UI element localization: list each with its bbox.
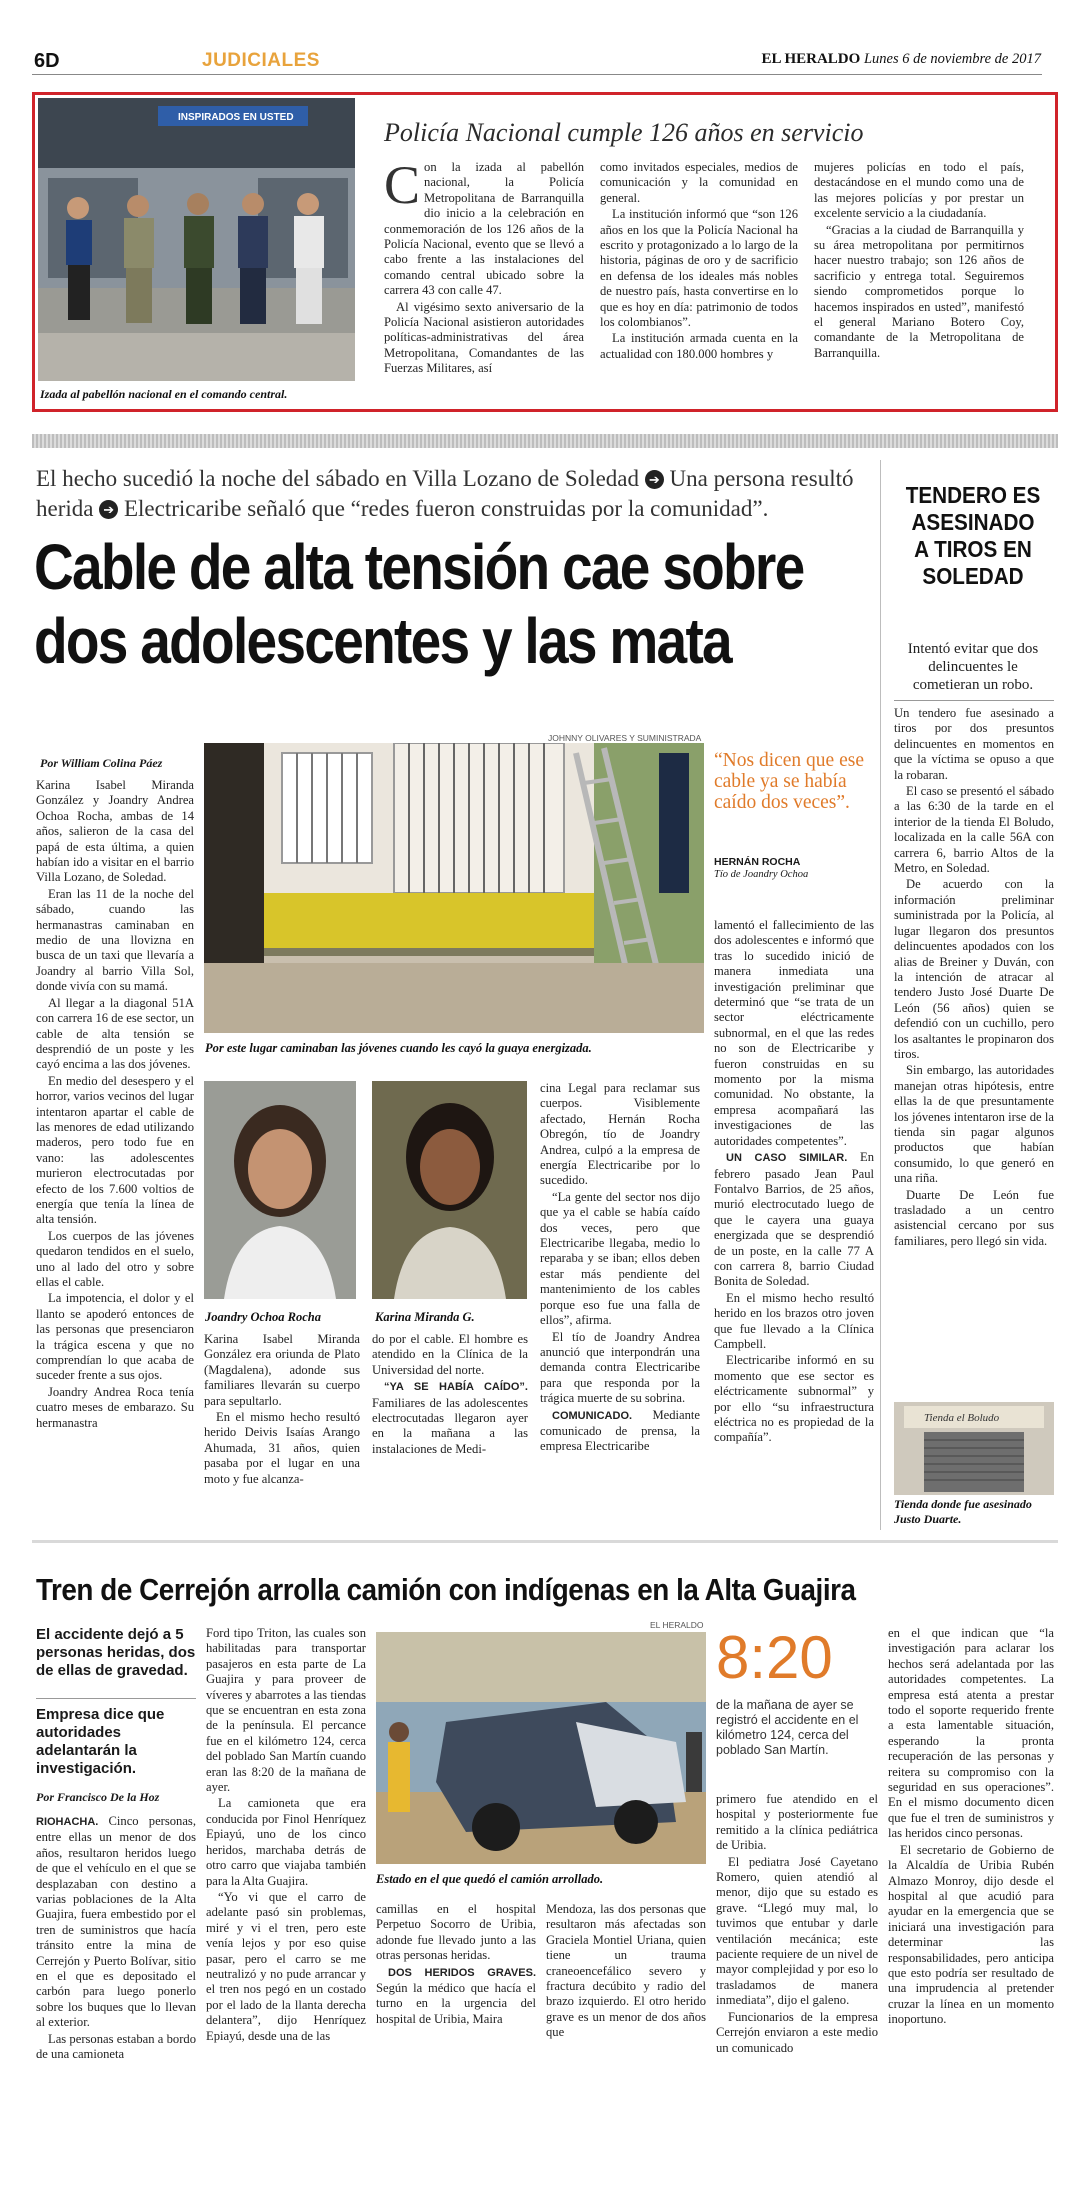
train-col-2-text-c: “Yo vi que el carro de adelante pasó sin problemas, miré y vi el tren, pero este venía lejos y por eso quise pasar, pero el carro se me neutralizó y no pude arrancar y el tren nos pegó en un costado por el lado de la llanta derecha delantera”, dijo Henríquez Epiayú, desde una de las: [206, 1889, 366, 2043]
cable-col-2: [204, 1332, 360, 1522]
police-col-2-text-b: La institución informó que “son 126 años en los que la Policía Nacional ha escrito y protagonizado a lo largo de la historia, páginas de oro y de sacrificio en defensa de los ideales más nobles de nuestro país, hasta convertirse en lo que es hoy en día: patrimonio de todos los colombianos”.: [600, 207, 798, 330]
cable-col-4: [540, 1081, 700, 1521]
truck-illustration: [376, 1632, 706, 1864]
cable-col-4-text: cina Legal para reclamar sus cuerpos. Visiblemente afectado, Hernán Rocha Obregón, tío de Joandry Andrea, culpó a la empresa de energía Electricaribe por lo sucedido.: [540, 1081, 700, 1188]
cable-col-1: [36, 778, 194, 1520]
cable-col-5-text-b: En febrero pasado Jean Paul Fontalvo Barrios, de 25 años, murió electrocutado luego de que le cayera una guaya energizada que se desprendió de un poste, en la calle 77 A con carrera 8, barrio Ciudad Bonita de Soledad.: [714, 1150, 874, 1289]
train-col-6-text: en el que indican que “la investigación para aclarar los hechos será adelantada por las autoridades competentes. La empresa está atenta a prestar todo el soporte requerido frente a esta lamentable situación, esperando la pronta recuperación de las personas y reitera su compromiso con la seguridad en sus operaciones”. En el mismo documento dicen que fue el tren de suministros y las heridos cinco personas.: [888, 1626, 1054, 1841]
train-col-1-text: Cinco personas, entre ellas un menor de dos años, resultaron heridos luego de que el vehículo en el que se desplazaban con destino a varias poblaciones de la Alta Guajira, fuera embestido por el tren de suministros que hacía tránsito entre la mina de Cerrejón y Puerto Bolívar, sitio en el que es depositado el carbón para luego ponerlo sobre los buques que lo llevan al exterior.: [36, 1814, 196, 2030]
train-col-1-text-b: Las personas estaban a bordo de una camioneta: [36, 2031, 196, 2062]
train-col-4: [546, 1902, 706, 2152]
cable-col-3-text: do por el cable. El hombre es atendido en la Clínica de la Universidad del norte.: [372, 1332, 528, 1377]
arrow-icon: ➔: [645, 470, 664, 489]
store-photo: [894, 1402, 1054, 1495]
train-col-3: [376, 1902, 536, 2152]
police-col-1-text-b: Al vigésimo sexto aniversario de la Policía Nacional asistieron autoridades políticas-administrativas del área Metropolitana, Comandantes de las Fuerzas Militares, así: [384, 299, 584, 376]
cable-col-4-text-b: “La gente del sector nos dijo que ya el cable se había caído dos veces, pero que Electricaribe llegaba, medio lo reparaba y se iban; ellos deben estar más pendiente del mantenimiento de los cables porque eso fue una falla de ellos”, afirma.: [540, 1189, 700, 1328]
cable-headline: [34, 530, 804, 678]
caption-karina: Karina Miranda G.: [375, 1310, 475, 1324]
train-byline: Por Francisco De la Hoz: [36, 1790, 160, 1804]
portrait-joandry: [204, 1081, 356, 1299]
cable-col-3-text-b: Familiares de las adolescentes electrocutadas llegaron ayer en la mañana a las instalaciones de Medi-: [372, 1395, 528, 1456]
paper-name: EL HERALDO: [761, 51, 861, 67]
truck-photo-credit: EL HERALDO: [650, 1620, 704, 1630]
cable-photo-credit: JOHNNY OLIVARES Y SUMINISTRADA: [548, 733, 702, 743]
pull-quote-role: Tío de Joandry Ochoa: [714, 869, 809, 880]
police-headline: Policía Nacional cumple 126 años en servicio: [384, 118, 864, 147]
store-caption: Tienda donde fue asesinado Justo Duarte.: [894, 1497, 1032, 1526]
section-label: JUDICIALES: [202, 50, 320, 71]
store-illustration: [894, 1402, 1054, 1495]
train-col-5-text-b: El pediatra José Cayetano Romero, quien atendió al menor, dijo que su estado es grave. “Llegó muy mal, lo tuvimos que entubar y darle ventilación mecánica; este paciente requiere de un nivel de mayor complejidad y por eso lo trasladamos de manera inmediata”, dijo el galeno.: [716, 1854, 878, 2008]
cable-col-4-text-c: El tío de Joandry Andrea anunció que interpondrán una demanda contra Electricaribe para que responda por la trágica muerte de su sobrina.: [540, 1329, 700, 1406]
police-col-1-text: on la izada al pabellón nacional, la Policía Metropolitana de Barranquilla dio inicio a la celebración en conmemoración de los 126 años de la Policía Nacional, evento que se llevó a cabo frente a las instalaciones del comando central ubicado sobre la carrera 43 con calle 47.: [384, 160, 584, 298]
summary-rule: [36, 1698, 196, 1699]
pull-quote: “Nos dicen que ese cable ya se había caído dos veces”.: [714, 750, 864, 813]
train-col-6-text-b: El secretario de Gobierno de la Alcaldía de Uribia Rubén Almazo Monroy, dijo desde el hospital al que acudió para ayudar en la emergencia que se iniciará una investigación para determinar las responsabilidades, pero anticipa que esto podría ser resultado de una imprudencia al pretender cruzar la línea en un momento inoportuno.: [888, 1842, 1054, 2027]
cable-col-3: [372, 1332, 528, 1522]
issue-date: Lunes 6 de noviembre de 2017: [863, 51, 1041, 67]
train-col-5: [716, 1792, 878, 2152]
cable-col-1-text-g: Joandry Andrea Roca tenía cuatro meses de embarazo. Su hermanastra: [36, 1384, 194, 1430]
masthead: [762, 51, 1041, 68]
headline-line-1: Cable de alta tensión cae sobre: [34, 531, 804, 603]
caption-joandry: Joandry Ochoa Rocha: [205, 1310, 321, 1324]
sidebar-headline: TENDERO ES ASESINADO A TIROS EN SOLEDAD: [905, 482, 1041, 589]
train-col-4-text: Mendoza, las dos personas que resultaron más afectadas son Graciela Montiel Uriana, quien tiene un trauma craneoencefálico severo y fractura decúbito y radio del brazo izquierdo. El otro herido grave es un menor de dos años que: [546, 1902, 706, 2040]
train-col-5-text: primero fue atendido en el hospital y posteriormente fue remitido a la clínica pediátrica de Uribia.: [716, 1792, 878, 1853]
kicker-part-4: Electricaribe señaló que “redes fueron construidas por la comunidad”.: [123, 496, 769, 521]
cable-col-1-text-d: En medio del desespero y el horror, varios vecinos del lugar intentaron apartar el cable de las menores de edad utilizando maderos, pero todo fue en vano: las adolescentes murieron electrocutadas por efecto de los 7.600 voltios de energía que tenía la línea de alta tensión.: [36, 1073, 194, 1227]
police-col-1: [384, 160, 584, 390]
cable-col-5-text-d: Electricaribe informó en su momento que ese sector es eléctricamente subnormal” y por ello “su infraestructura eléctrica no es propiedad de la compañía”.: [714, 1353, 874, 1445]
header-rule: [32, 74, 1042, 75]
subhead-dos-heridos: DOS HERIDOS GRAVES.: [388, 1966, 536, 1979]
kicker-part-3: resultó herida: [36, 466, 854, 521]
cable-col-2-text: Karina Isabel Miranda González era oriunda de Plato (Magdalena), adonde sus familiares llevarán su cuerpo para sepultarlo.: [204, 1332, 360, 1408]
sidebar-deck: Intentó evitar que dos delincuentes le cometieran un robo.: [907, 641, 1039, 693]
subhead-ya-se-habia-caido: “YA SE HABÍA CAÍDO”.: [384, 1381, 528, 1394]
cable-col-1-text-f: La impotencia, el dolor y el llanto se apoderó entonces de las personas que presenciaron la trágica escena y que no comprendían lo que acaba de suceder frente a sus ojos.: [36, 1291, 194, 1383]
train-summary-2: Empresa dice que autoridades adelantarán la investigación.: [36, 1706, 165, 1777]
train-col-6: [888, 1626, 1054, 2152]
cable-col-5: [714, 918, 874, 1522]
train-col-1: [36, 1814, 196, 2154]
police-col-3: [814, 160, 1024, 390]
cable-col-4-text-d: Mediante comunicado de prensa, la empresa Electricaribe: [540, 1407, 700, 1454]
arrow-icon: ➔: [99, 500, 118, 519]
headline-line-2: dos adolescentes y las mata: [34, 605, 731, 677]
dropcap: C: [384, 160, 421, 215]
page-number: 6D: [34, 50, 60, 72]
dateline-riohacha: RIOHACHA.: [36, 1816, 99, 1828]
police-col-2-text: como invitados especiales, medios de comunicación y la comunidad en general.: [600, 160, 798, 205]
police-ceremony-photo: [38, 98, 355, 381]
pull-quote-name: HERNÁN ROCHA: [714, 856, 801, 868]
cable-col-1-text-c: Al llegar a la diagonal 51A con carrera 16 de ese sector, un cable de alta tensión se desprendió de un poste y les cayó encima a las dos jóvenes.: [36, 995, 194, 1072]
sidebar-text-4: Sin embargo, las autoridades manejan otras hipótesis, entre ellas la de que presuntamente los jóvenes intentaron irse de la tienda sin pagar algunos productos que habían consumido, lo que generó en una riña.: [894, 1063, 1054, 1186]
scene-photo-caption: Por este lugar caminaban las jóvenes cuando les cayó la guaya energizada.: [205, 1041, 592, 1055]
subhead-comunicado: COMUNICADO.: [552, 1409, 633, 1422]
cable-col-1-text-b: Eran las 11 de la noche del sábado, cuando las hermanastras caminaban en medio de una llovizna en busca de un taxi que llevaría a Joandry al barrio Villa Sol, donde vivía con su mamá.: [36, 886, 194, 994]
section-divider: [32, 434, 1058, 448]
truck-photo: [376, 1632, 706, 1864]
train-col-3-text: camillas en el hospital Perpetuo Socorro de Uribia, adonde fue llevado junto a las otras personas heridas.: [376, 1902, 536, 1963]
subhead-caso-similar: UN CASO SIMILAR.: [726, 1152, 848, 1165]
photo-banner-text: INSPIRADOS EN USTED: [178, 112, 294, 123]
police-col-2: [600, 160, 798, 390]
time-description: de la mañana de ayer se registró el accidente en el kilómetro 124, cerca del poblado San Martín.: [716, 1698, 859, 1757]
cable-col-1-text: Karina Isabel Miranda González y Joandry Andrea Ochoa Rocha, ambas de 14 años, salieron de la casa del papá de esta última, a quien habían ido a visitar en el barrio Villa Lozano, de Soledad.: [36, 778, 194, 885]
portrait-karina-illustration: [372, 1081, 527, 1299]
sidebar-text-3: De acuerdo con la información preliminar suministrada por la Policía, al lugar llegaron dos presuntos delincuentes apodados con los alias de Breiner y Duván, con la intención de atracar al tendero Justo José Duarte De León (56 años) quien se defendió con un cuchillo, pero los asaltantes le propinaron dos tiros.: [894, 877, 1054, 1061]
sidebar-text-5: Duarte De León fue trasladado a un centro asistencial cercano por sus familiares, pero llegó sin vida.: [894, 1187, 1054, 1248]
story3-top-rule: [32, 1540, 1058, 1543]
cable-byline: Por William Colina Páez: [40, 756, 163, 770]
train-headline: Tren de Cerrejón arrolla camión con indígenas en la Alta Guajira: [36, 1572, 856, 1607]
sidebar-body: [894, 706, 1054, 1404]
sidebar-rule: [894, 700, 1054, 701]
truck-photo-caption: Estado en el que quedó el camión arrollado.: [376, 1872, 604, 1886]
police-col-3-text-b: “Gracias a la ciudad de Barranquilla y su área metropolitana por permitirnos hacer nuestro trabajo; son 126 años de sacrificio y entrega total. Seguiremos siendo comprometidos porque lo hacemos inspirados en usted”, manifestó el general Mariano Botero Coy, comandante de la Metropolitana de Barranquilla.: [814, 222, 1024, 360]
police-col-3-text: mujeres policías en todo el país, destacándose en el mundo como una de las mejores policías y por prestar un excelente servicio a la ciudadanía.: [814, 160, 1024, 221]
store-sign-text: Tienda el Boludo: [924, 1412, 1000, 1424]
portrait-karina: [372, 1081, 527, 1299]
sidebar-divider: [880, 460, 881, 1530]
cable-col-5-text: lamentó el fallecimiento de las dos adolescentes e informó que tras lo sucedido inició de manera inmediata una investigación preliminar que determinó que “se trata de un sector eléctricamente subnormal, en el que las redes no son de Electricaribe y fueron construidas en su momento por la misma comunidad. No obstante, la empresa acompañará las investigaciones de las autoridades competentes”.: [714, 918, 874, 1148]
train-col-2-text-b: La camioneta que era conducida por Finol Henríquez Epiayú, uno de los cinco heridos, marchaba detrás de otro carro que viajaba también para la Alta Guajira.: [206, 1796, 366, 1888]
police-col-2-text-c: La institución armada cuenta en la actualidad con 180.000 hombres y: [600, 331, 798, 361]
kicker-part-1: El hecho sucedió la noche del sábado en Villa Lozano de Soledad: [36, 466, 640, 491]
big-time: 8:20: [716, 1624, 833, 1691]
train-col-3-text-b: Según la médico que hacía el turno en la urgencia del hospital de Uribia, Maira: [376, 1981, 536, 2026]
sidebar-text-1: Un tendero fue asesinado a tiros por dos presuntos delincuentes en momentos en que la víctima se opuso a que la robaran.: [894, 706, 1054, 782]
scene-illustration: [204, 743, 704, 1033]
sidebar-text-2: El caso se presentó el sábado a las 6:30 de la tarde en el interior de la tienda El Boludo, localizada en la calle 56A con carrera 6, barrio Altos de la Metro, en Soledad.: [894, 784, 1054, 876]
police-photo-caption: Izada al pabellón nacional en el comando central.: [40, 387, 288, 401]
police-ceremony-illustration: [38, 98, 355, 381]
cable-col-1-text-e: Los cuerpos de las jóvenes quedaron tendidos en el suelo, uno al lado del otro y sobre ellas el cable.: [36, 1228, 194, 1289]
cable-kicker: [36, 464, 892, 524]
cable-col-2-text-b: En el mismo hecho resultó herido Deivis Isaías Arango Ahumada, 31 años, quien pasaba por el lugar en una moto y fue alcanza-: [204, 1410, 360, 1486]
cable-col-5-text-c: En el mismo hecho resultó herido en los brazos otro joven que fue llevado a la Clínica Campbell.: [714, 1290, 874, 1351]
train-summary-1: El accidente dejó a 5 personas heridas, dos de ellas de gravedad.: [36, 1626, 196, 1679]
train-col-5-text-c: Funcionarios de la empresa Cerrejón enviaron a este medio un comunicado: [716, 2009, 878, 2055]
scene-photo: [204, 743, 704, 1033]
kicker-part-2: Una persona: [669, 466, 786, 491]
train-col-2: [206, 1626, 366, 2126]
train-col-2-text: Ford tipo Triton, las cuales son habilitadas para transportar pasajeros en esta parte de La Guajira y para proveer de víveres y abarrotes a las tiendas que se encuentran en esta zona de la península. El percance fue en el kilómetro 124, cerca del poblado San Martín cuando eran las 8:20 de la mañana de ayer.: [206, 1626, 366, 1795]
portrait-joandry-illustration: [204, 1081, 356, 1299]
